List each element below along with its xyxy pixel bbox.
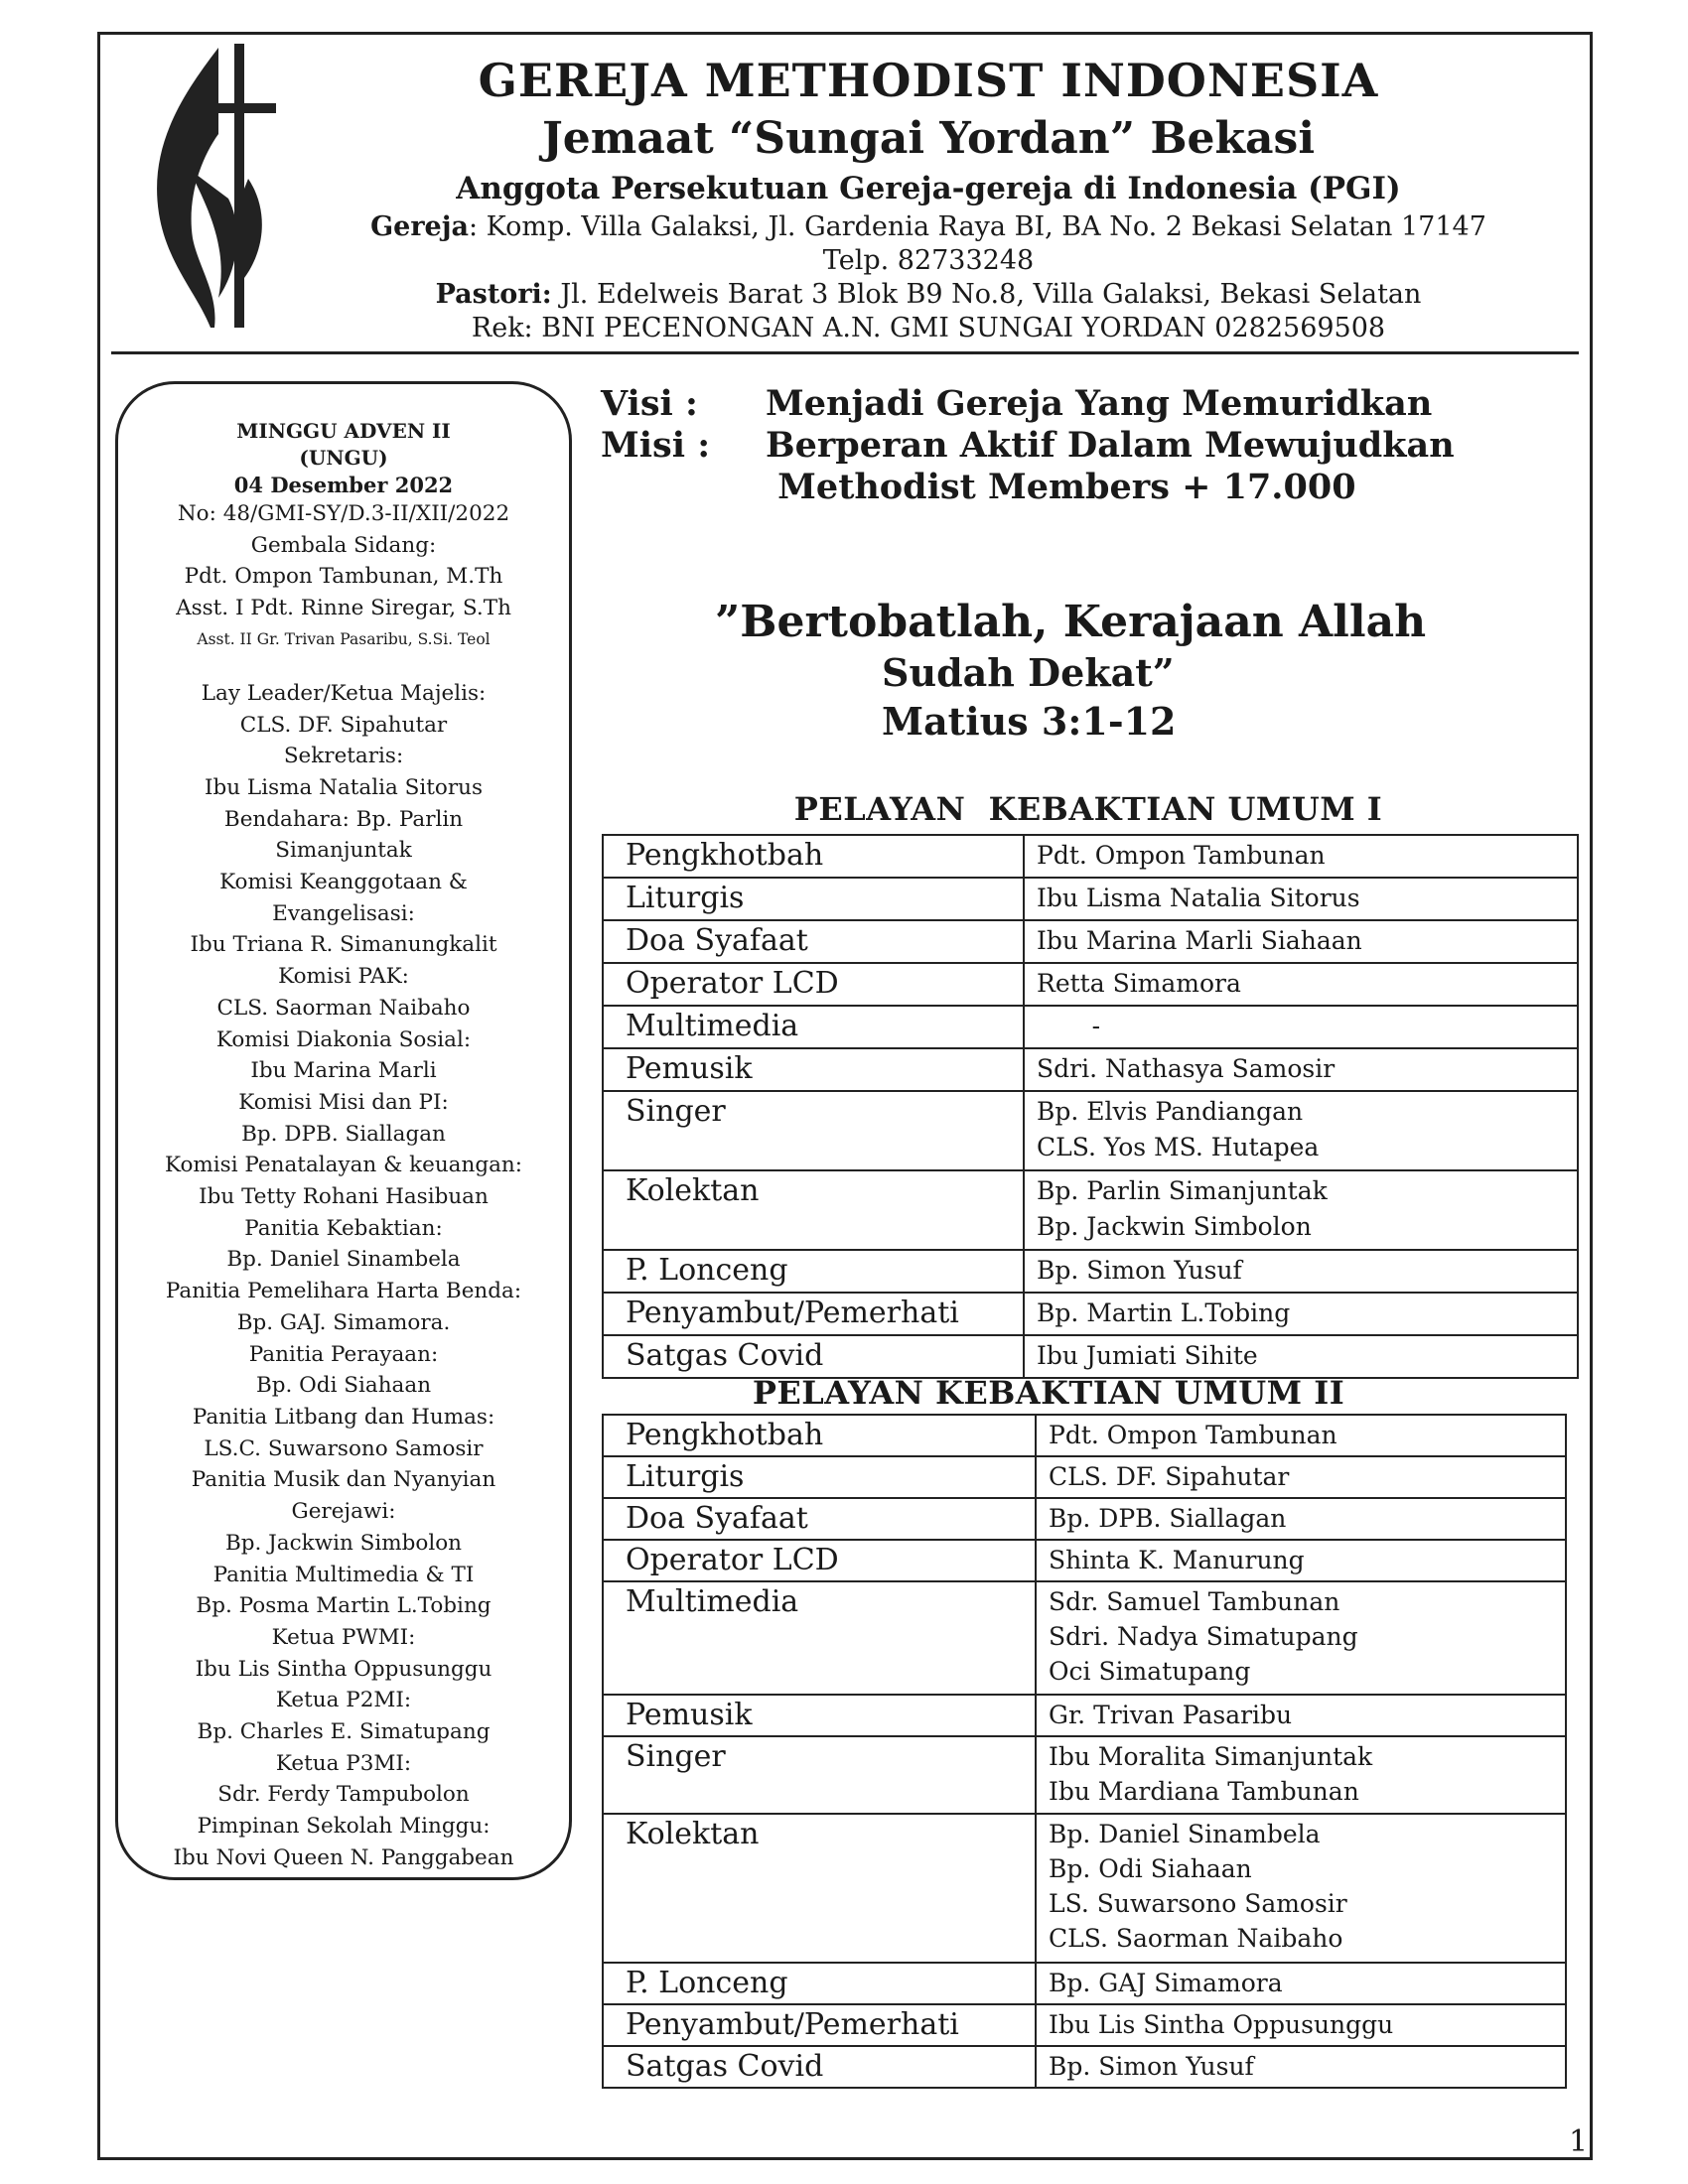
sidebar-line: Gerejawi: [291,1499,396,1525]
service-1-table [602,834,1579,1379]
service-2-title: PELAYAN KEBAKTIAN UMUM II [752,1374,1345,1412]
sidebar-line: Ibu Marina Marli [250,1058,437,1084]
servant-name: Pdt. Ompon Tambunan [1049,1421,1337,1449]
table-row [603,1335,1578,1378]
membership-line: Anggota Persekutuan Gereja-gereja di Indonesia (PGI) [456,171,1401,206]
name-cell [1024,1293,1578,1335]
table-row [603,1456,1566,1498]
misi-text-2: Methodist Members + 17.000 [766,467,1356,507]
name-cell [1036,1695,1566,1736]
vision-mission [601,383,1455,508]
servant-name: CLS. Saorman Naibaho [1049,1924,1343,1953]
sidebar-line: Sdr. Ferdy Tampubolon [217,1782,470,1808]
sidebar-line: Ibu Lis Sintha Oppusunggu [195,1656,492,1682]
servant-name: - [1037,1012,1101,1040]
role-cell: Kolektan [603,1170,1024,1250]
cross-and-flame-logo [149,40,278,338]
servant-name: Retta Simamora [1037,969,1241,998]
sidebar-line: Bp. GAJ. Simamora. [236,1309,451,1335]
phone: Telp. 82733248 [822,245,1035,276]
service-2-table [602,1414,1567,2089]
servant-name: Sdr. Samuel Tambunan [1049,1587,1340,1616]
name-cell [1036,1814,1566,1963]
servant-name: Oci Simatupang [1049,1657,1251,1686]
servant-name: LS. Suwarsono Samosir [1049,1889,1347,1918]
sidebar-date: 04 Desember 2022 [233,473,454,497]
sidebar-line: Pdt. Ompon Tambunan, M.Th [184,564,503,590]
servant-name: Bp. Jackwin Simbolon [1037,1212,1312,1241]
theme-line-2: Sudah Dekat” [882,650,1175,695]
misi-label: Misi : [601,425,711,466]
table-row [603,1048,1578,1091]
church-address: Gereja: Komp. Villa Galaksi, Jl. Gardenia Raya BI, BA No. 2 Bekasi Selatan 17147 [370,211,1486,242]
table-row [603,1540,1566,1581]
servant-name: Bp. GAJ Simamora [1049,1969,1283,1997]
table-row [603,1170,1578,1250]
sidebar-line: LS.C. Suwarsono Samosir [204,1435,484,1461]
sidebar-line: Panitia Litbang dan Humas: [192,1404,495,1430]
table-row [603,1695,1566,1736]
sidebar-line: Ibu Lisma Natalia Sitorus [204,774,483,800]
sidebar-line: Panitia Multimedia & TI [212,1562,475,1587]
table-row [603,2004,1566,2046]
servant-name: Ibu Marina Marli Siahaan [1037,926,1362,955]
table-row [603,963,1578,1006]
sidebar-line: Panitia Perayaan: [248,1341,439,1367]
name-cell [1024,1006,1578,1048]
role-cell: Pengkhotbah [603,1415,1036,1456]
servant-name: Ibu Mardiana Tambunan [1049,1777,1359,1806]
table-row [603,878,1578,920]
name-cell [1036,1963,1566,2004]
bulletin-number: No: 48/GMI-SY/D.3-II/XII/2022 [177,501,510,526]
role-cell: Operator LCD [603,963,1024,1006]
servant-name: Sdri. Nadya Simatupang [1049,1622,1358,1651]
servant-name: Bp. DPB. Siallagan [1049,1504,1287,1533]
sidebar-line: Ibu Novi Queen N. Panggabean [173,1844,514,1870]
role-cell: Singer [603,1091,1024,1170]
role-cell: Satgas Covid [603,1335,1024,1378]
table-row [603,1963,1566,2004]
sidebar-line: Ibu Tetty Rohani Hasibuan [199,1184,489,1210]
name-cell [1036,2004,1566,2046]
role-cell: Doa Syafaat [603,920,1024,963]
servant-name: Ibu Lis Sintha Oppusunggu [1049,2010,1394,2039]
table-row [603,920,1578,963]
role-cell: Multimedia [603,1581,1036,1695]
header-divider [111,351,1579,354]
name-cell [1036,1736,1566,1814]
name-cell [1024,1335,1578,1378]
sidebar-color: (UNGU) [299,446,388,470]
name-cell [1024,1091,1578,1170]
table-row [603,1581,1566,1695]
name-cell [1036,1581,1566,1695]
sidebar-line: Lay Leader/Ketua Majelis: [201,680,487,706]
servant-name: Ibu Lisma Natalia Sitorus [1037,884,1360,912]
sidebar-line: Gembala Sidang: [250,532,437,558]
servant-name: Gr. Trivan Pasaribu [1049,1701,1293,1729]
sidebar-line: CLS. Saorman Naibaho [216,995,471,1021]
sidebar-line: Ketua PWMI: [271,1624,416,1650]
sidebar-line: Bendahara: Bp. Parlin [223,806,464,832]
church-title: GEREJA METHODIST INDONESIA [478,54,1379,107]
servant-name: Bp. Odi Siahaan [1049,1854,1252,1883]
sidebar-line: Simanjuntak [275,838,412,864]
sidebar-line: Evangelisasi: [272,900,415,926]
servant-name: Bp. Parlin Simanjuntak [1037,1176,1328,1205]
sidebar-line: Ketua P2MI: [275,1688,412,1713]
servant-name: CLS. DF. Sipahutar [1049,1462,1290,1491]
role-cell: Doa Syafaat [603,1498,1036,1540]
page-number: 1 [1569,2124,1589,2159]
sidebar-line: Komisi Keanggotaan & [219,870,468,895]
sidebar-line: Komisi Misi dan PI: [238,1089,449,1115]
servant-name: Ibu Jumiati Sihite [1037,1341,1258,1370]
sidebar-line: Pimpinan Sekolah Minggu: [197,1814,491,1840]
role-cell: Multimedia [603,1006,1024,1048]
name-cell [1036,1456,1566,1498]
sidebar-box [115,381,572,1880]
role-cell: Liturgis [603,1456,1036,1498]
role-cell: Kolektan [603,1814,1036,1963]
theme-line-1: ”Bertobatlah, Kerajaan Allah [715,597,1427,647]
name-cell [1036,2046,1566,2088]
table-row [603,1498,1566,1540]
letterhead [278,50,1579,345]
role-cell: Singer [603,1736,1036,1814]
name-cell [1036,1498,1566,1540]
sidebar-line: Asst. I Pdt. Rinne Siregar, S.Th [176,596,511,621]
role-cell: Pemusik [603,1048,1024,1091]
role-cell: P. Lonceng [603,1250,1024,1293]
sidebar-line: Komisi PAK: [278,964,409,990]
sidebar-heading: MINGGU ADVEN II [236,419,451,443]
role-cell: Pemusik [603,1695,1036,1736]
sermon-theme [596,596,1589,747]
servant-name: Pdt. Ompon Tambunan [1037,841,1326,870]
table-row [603,1415,1566,1456]
bank-account: Rek: BNI PECENONGAN A.N. GMI SUNGAI YORDAN 0282569508 [471,313,1386,343]
name-cell [1024,1250,1578,1293]
sidebar-line: Bp. Posma Martin L.Tobing [196,1593,492,1619]
role-cell: Pengkhotbah [603,835,1024,878]
scripture-reference: Matius 3:1-12 [882,699,1177,744]
servant-name: Bp. Elvis Pandiangan [1037,1097,1304,1126]
name-cell [1036,1540,1566,1581]
name-cell [1024,1170,1578,1250]
name-cell [1024,963,1578,1006]
sidebar-line: Bp. Charles E. Simatupang [197,1719,491,1745]
table-row [603,2046,1566,2088]
sidebar-line: Panitia Kebaktian: [244,1215,443,1241]
sidebar-line: Bp. DPB. Siallagan [241,1121,446,1147]
table-row [603,1250,1578,1293]
role-cell: Satgas Covid [603,2046,1036,2088]
table-row [603,1006,1578,1048]
role-cell: Penyambut/Pemerhati [603,1293,1024,1335]
sidebar-line: Panitia Pemelihara Harta Benda: [165,1279,522,1304]
servant-name: Bp. Simon Yusuf [1037,1256,1242,1285]
name-cell [1024,835,1578,878]
name-cell [1024,920,1578,963]
servant-name: Ibu Moralita Simanjuntak [1049,1742,1373,1771]
sidebar-line: Ibu Triana R. Simanungkalit [190,932,497,958]
servant-name: Shinta K. Manurung [1049,1546,1305,1574]
servant-name: Bp. Simon Yusuf [1049,2052,1254,2081]
role-cell: P. Lonceng [603,1963,1036,2004]
table-row [603,1814,1566,1963]
servant-name: Bp. Martin L.Tobing [1037,1298,1291,1327]
parsonage-address: Pastori: Jl. Edelweis Barat 3 Blok B9 No.8, Villa Galaksi, Bekasi Selatan [435,279,1422,310]
name-cell [1024,1048,1578,1091]
table-row [603,835,1578,878]
table-row [603,1293,1578,1335]
sidebar-line: Panitia Musik dan Nyanyian [191,1467,496,1493]
name-cell [1024,878,1578,920]
visi-text: Menjadi Gereja Yang Memuridkan [766,383,1433,424]
servant-name: Bp. Daniel Sinambela [1049,1820,1321,1848]
role-cell: Penyambut/Pemerhati [603,2004,1036,2046]
sidebar-line: Sekretaris: [283,744,404,769]
table-row [603,1736,1566,1814]
sidebar-line: Bp. Jackwin Simbolon [224,1530,463,1556]
service-1-title: PELAYAN KEBAKTIAN UMUM I [793,790,1383,828]
table-row [603,1091,1578,1170]
role-cell: Liturgis [603,878,1024,920]
congregation-name: Jemaat “Sungai Yordan” Bekasi [541,113,1316,164]
misi-text: Berperan Aktif Dalam Mewujudkan [766,425,1455,466]
sidebar-line: CLS. DF. Sipahutar [239,712,448,738]
visi-label: Visi : [601,383,698,424]
sidebar-line: Bp. Odi Siahaan [255,1373,432,1399]
sidebar-line: Ketua P3MI: [275,1750,412,1776]
sidebar-line: Komisi Penatalayan & keuangan: [164,1153,523,1178]
sidebar-line: Komisi Diakonia Sosial: [215,1026,472,1052]
role-cell: Operator LCD [603,1540,1036,1581]
name-cell [1036,1415,1566,1456]
sidebar-asst2: Asst. II Gr. Trivan Pasaribu, S.Si. Teol [197,629,491,648]
servant-name: Sdri. Nathasya Samosir [1037,1054,1336,1083]
servant-name: CLS. Yos MS. Hutapea [1037,1133,1320,1161]
sidebar-line: Bp. Daniel Sinambela [226,1247,461,1273]
